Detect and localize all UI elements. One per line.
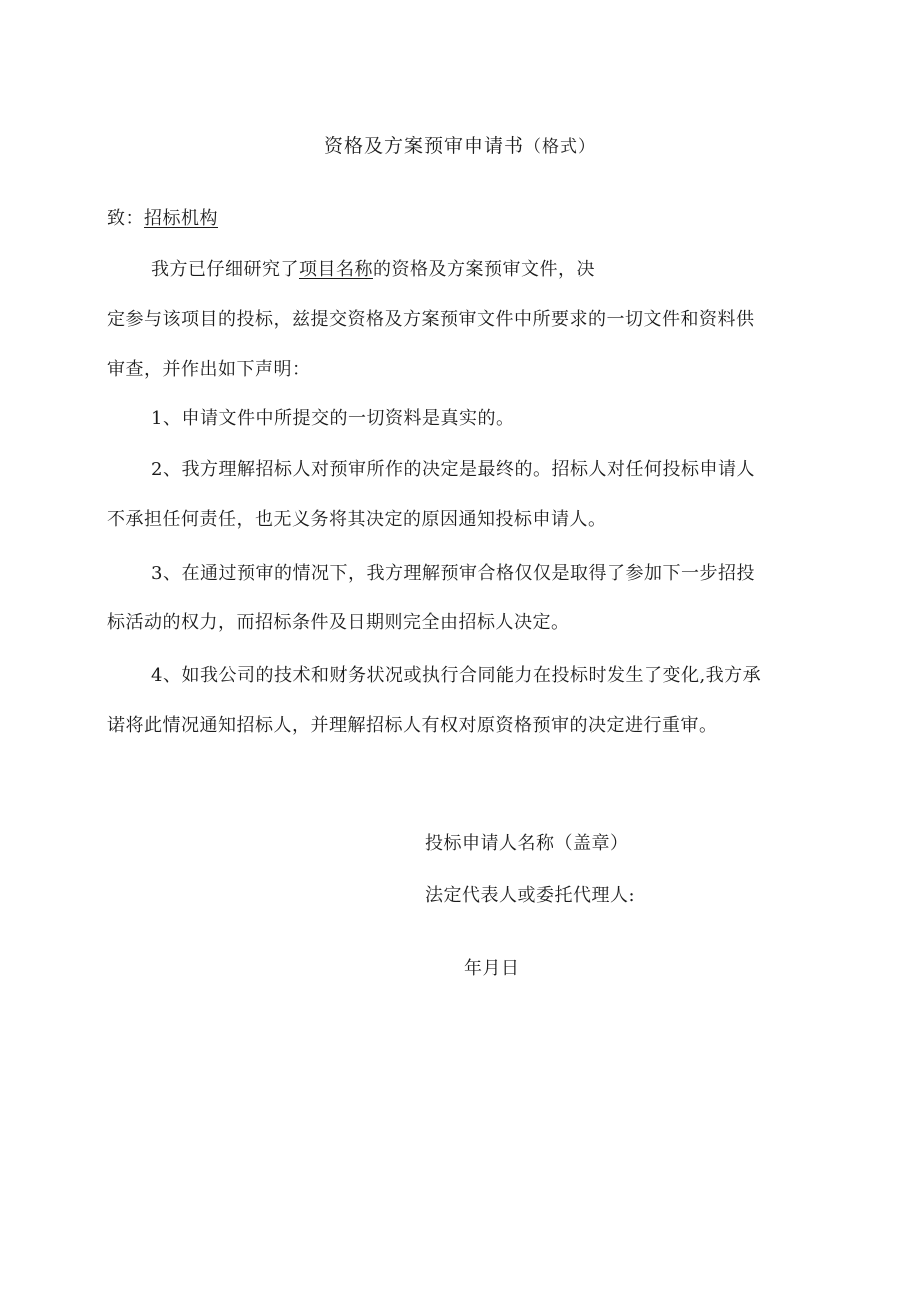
title-suffix: （格式） [524, 137, 596, 157]
declaration-3-line-1: 3、在通过预审的情况下，我方理解预审合格仅仅是取得了参加下一步招投 [151, 563, 755, 584]
intro-text-after: 的资格及方案预审文件，决 [373, 259, 595, 280]
recipient-name: 招标机构 [144, 208, 218, 229]
title-main: 资格及方案预审申请书 [323, 135, 524, 157]
page-title [0, 134, 920, 159]
declaration-4-line-2: 诺将此情况通知招标人，并理解招标人有权对原资格预审的决定进行重审。 [107, 715, 718, 736]
intro-text-before: 我方已仔细研究了 [151, 259, 299, 280]
salutation-prefix: 致： [107, 208, 144, 229]
declaration-2-line-2: 不承担任何责任，也无义务将其决定的原因通知投标申请人。 [107, 509, 607, 530]
intro-line-3: 审查，并作出如下声明： [107, 359, 311, 380]
intro-line-2: 定参与该项目的投标，兹提交资格及方案预审文件中所要求的一切文件和资料供 [107, 309, 755, 330]
declaration-1-line-1: 1、申请文件中所提交的一切资料是真实的。 [151, 408, 515, 429]
intro-line-1 [151, 258, 595, 282]
applicant-signature-line: 投标申请人名称（盖章） [425, 833, 629, 854]
declaration-3-line-2: 标活动的权力，而招标条件及日期则完全由招标人决定。 [107, 612, 570, 633]
date-line: 年月日 [464, 958, 520, 979]
salutation [107, 207, 218, 231]
representative-signature-line: 法定代表人或委托代理人: [425, 885, 636, 906]
declaration-2-line-1: 2、我方理解招标人对预审所作的决定是最终的。招标人对任何投标申请人 [151, 459, 755, 480]
declaration-4-line-1: 4、如我公司的技术和财务状况或执行合同能力在投标时发生了变化,我方承 [151, 665, 762, 686]
project-name: 项目名称 [299, 259, 373, 280]
